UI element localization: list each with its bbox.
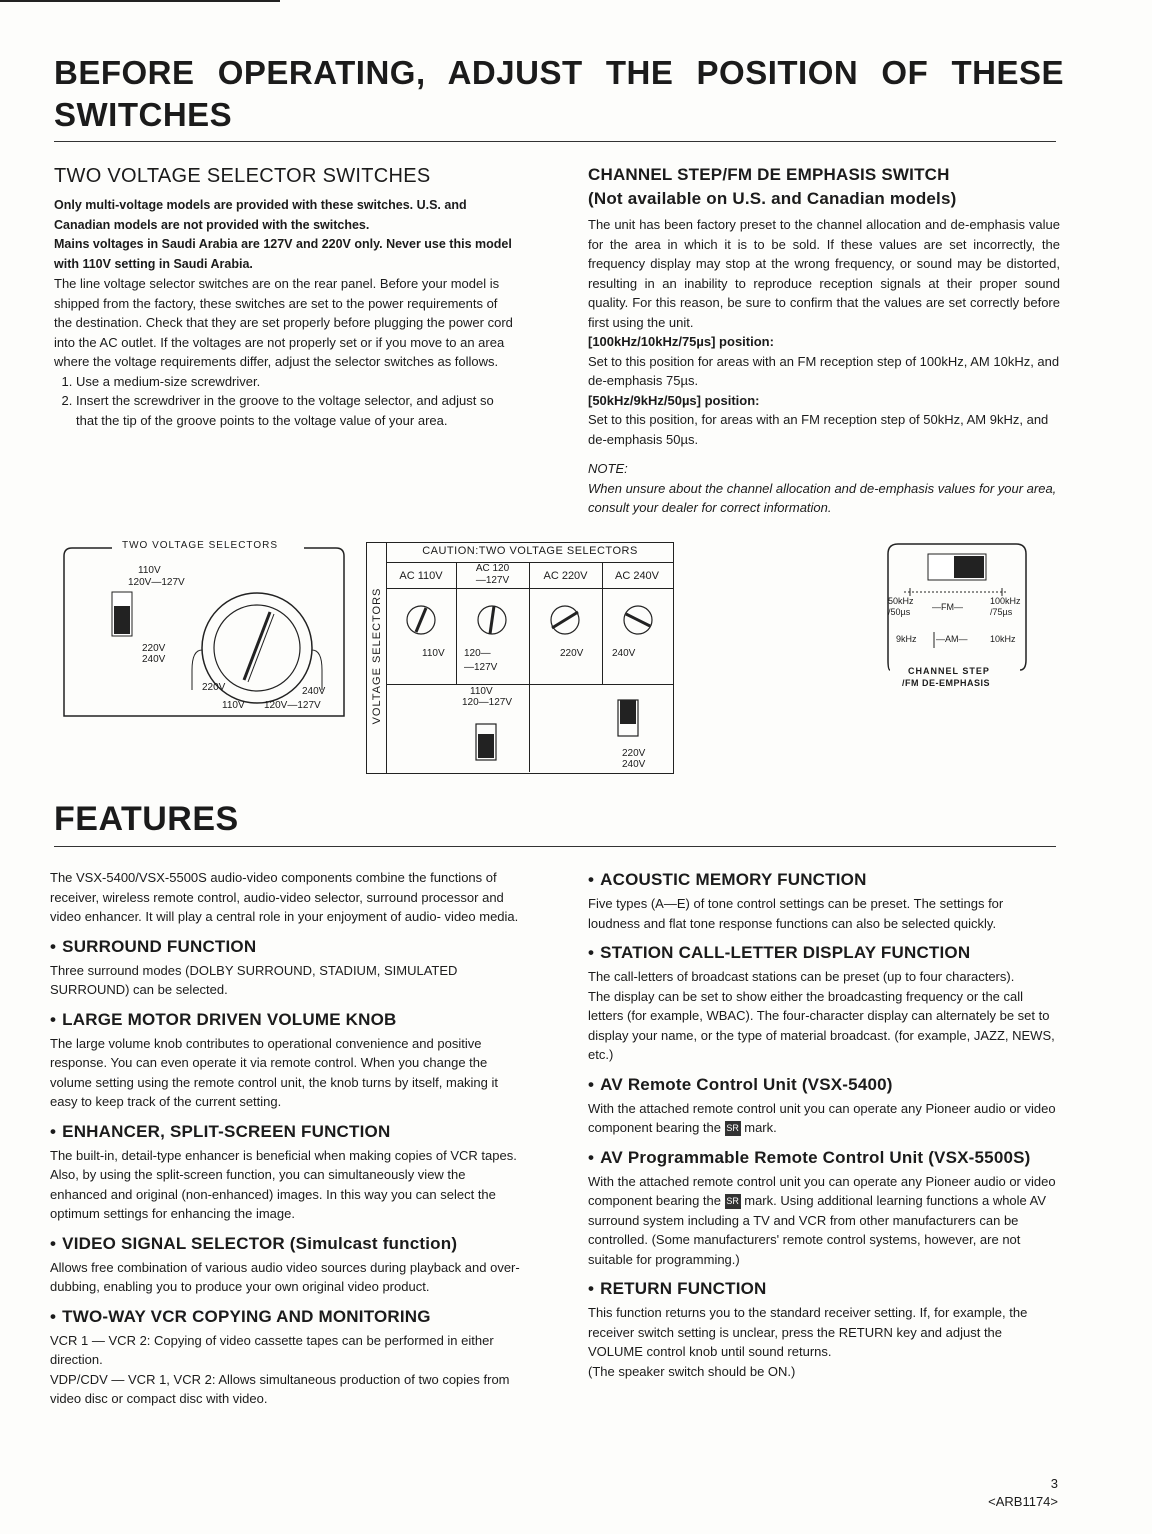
position-1-text: Set to this position for areas with an FM reception step of 100kHz, AM 10kHz, and de-emphasis 75µs. xyxy=(588,353,1060,388)
feature-text-2: VDP/CDV — VCR 1, VCR 2: Allows simultaneous production of two copies from video disc or compact disc with video. xyxy=(50,1371,510,1406)
label-fm: —FM— xyxy=(932,602,963,612)
feature-text: With the attached remote control unit you can operate any Pioneer audio or video component bearing the SR mark. Using additional learning functions a whole AV surround system including a TV and VCR from other manufacturers can be controlled. (Some manufacturers' remote control systems, however, are not suitable for programming.) xyxy=(588,1173,1056,1267)
feature-text: With the attached remote control unit you can operate any Pioneer audio or video component bearing the SR mark. xyxy=(588,1100,1056,1135)
feature-title: • ACOUSTIC MEMORY FUNCTION xyxy=(588,870,867,889)
features-rule xyxy=(54,846,1056,847)
voltage-steps xyxy=(54,372,516,431)
feature-title: • AV Programmable Remote Control Unit (VSX-5500S) xyxy=(588,1147,1031,1167)
switch-110v: 110V xyxy=(470,686,493,697)
dial-127v: —127V xyxy=(464,662,498,673)
caution-title: CAUTION:TWO VOLTAGE SELECTORS xyxy=(422,545,638,557)
label-am: —AM— xyxy=(936,634,968,644)
page-number: 3 xyxy=(1050,1476,1058,1491)
switch-240v: 240V xyxy=(622,759,646,770)
features-right-column xyxy=(588,860,1058,1381)
feature-text: Three surround modes (DOLBY SURROUND, STADIUM, SIMULATED SURROUND) can be selected. xyxy=(50,962,458,997)
col-ac-127v: —127V xyxy=(475,575,510,586)
note-text: When unsure about the channel allocation and de-emphasis values for your area, consult your dealer for correct information. xyxy=(588,480,1057,515)
switch-220v: 220V xyxy=(622,748,646,759)
position-1-label: [100kHz/10kHz/75µs] position: xyxy=(588,334,774,349)
label-100khz: 100kHz xyxy=(990,596,1021,606)
col-ac-220v: AC 220V xyxy=(543,570,588,582)
feature-title: • SURROUND FUNCTION xyxy=(50,936,257,956)
feature-text-2: (The speaker switch should be ON.) xyxy=(588,1363,796,1379)
caution-row-line xyxy=(386,562,674,563)
col-ac-110v: AC 110V xyxy=(399,570,443,582)
label-75us: /75µs xyxy=(990,607,1013,617)
switch-label-120-127v: 120V—127V xyxy=(128,577,185,588)
feature-text: The large volume knob contributes to operational convenience and positive response. You can even operate it via remote control. When you change the volume setting using the remote control unit, the knob turns by itself, making it easy to keep track of the current setting. xyxy=(50,1035,499,1109)
dial-240v: 240V xyxy=(612,648,636,659)
position-2-text: Set to this position, for areas with an FM reception step of 50kHz, AM 9kHz, and de-emphasis 50µs. xyxy=(588,412,1049,447)
col-ac-120: AC 120 xyxy=(475,563,510,574)
feature-title: • ENHANCER, SPLIT-SCREEN FUNCTION xyxy=(50,1121,391,1141)
feature-text-2: The display can be set to show either the broadcasting frequency or the call letters (for example, WBAC). The four-character display can alternately be set to display your name, or the type of material broadcast. (for example, JAZZ, NEWS, etc.) xyxy=(588,988,1055,1062)
fm-deemphasis-caption: /FM DE-EMPHASIS xyxy=(902,678,991,688)
switch-label-240v: 240V xyxy=(142,654,166,665)
title-rule xyxy=(54,141,1056,142)
switch-120-127v: 120—127V xyxy=(462,697,513,708)
feature-text: Five types (A—E) of tone control settings can be preset. The settings for loudness and flat tone response functions can also be selected quickly. xyxy=(588,896,1004,931)
label-50us: /50µs xyxy=(888,607,911,617)
channel-subheading: (Not available on U.S. and Canadian models) xyxy=(588,189,957,208)
page-title: BEFORE OPERATING, ADJUST THE POSITION OF THESE SWITCHES xyxy=(54,54,1064,133)
feature-text: The call-letters of broadcast stations can be preset (up to four characters). xyxy=(588,969,1015,984)
dial-label-120-127v: 120V—127V xyxy=(264,700,321,711)
feature-title: • RETURN FUNCTION xyxy=(588,1279,767,1298)
sr-mark-icon: SR xyxy=(725,1121,741,1136)
dial-label-110v: 110V xyxy=(222,700,245,711)
caution-diagram xyxy=(366,542,674,774)
channel-body: The unit has been factory preset to the channel allocation and de-emphasis value for the area in which it is to be sold. If these values are set incorrectly, the frequency display may stop at the wrong frequency, or sound may be distorted, resulting in an inability to reproduce reception signals at their proper sound quality. For this reason, be sure to confirm that the values are set correctly before first using the unit. xyxy=(588,217,1060,330)
position-2-label: [50kHz/9kHz/50µs] position: xyxy=(588,392,760,408)
label-50khz: 50kHz xyxy=(888,596,914,606)
feature-text: Allows free combination of various audio video sources during playback and over-dubbing, enabling you to produce your own original video product. xyxy=(50,1259,520,1294)
voltage-selectors-diagram xyxy=(52,540,350,720)
voltage-step-2: 2. Insert the screwdriver in the groove to the voltage selector, and adjust so that the tip of the groove points to the voltage value of your area. xyxy=(76,391,516,430)
dial-label-220v: 220V xyxy=(202,682,226,693)
channel-step-diagram xyxy=(884,540,1030,690)
two-voltage-selectors-label: TWO VOLTAGE SELECTORS xyxy=(118,540,282,551)
feature-title: • LARGE MOTOR DRIVEN VOLUME KNOB xyxy=(50,1009,397,1029)
caution-dials-figure xyxy=(386,588,674,772)
features-title: FEATURES xyxy=(54,800,239,838)
voltage-body: The line voltage selector switches are on the rear panel. Before your model is shipped from the factory, these switches are set to the power requirements of the destination. Check that they are set properly before plugging the power cord into the AC outlet. If the voltages are not properly set or if you move to an area where the voltage requirements differ, adjust the selector switches as follows. xyxy=(54,276,513,369)
switch-label-220v: 220V xyxy=(142,643,166,654)
voltage-note-1: Only multi-voltage models are provided with these switches. U.S. and Canadian models are not provided with the switches. xyxy=(54,198,467,232)
switch-label-110v: 110V xyxy=(138,565,161,576)
document-code: <ARB1174> xyxy=(988,1494,1058,1509)
dial-220v: 220V xyxy=(560,648,584,659)
feature-title: • AV Remote Control Unit (VSX-5400) xyxy=(588,1074,893,1094)
dial-110v: 110V xyxy=(422,648,445,659)
channel-section xyxy=(588,165,1060,518)
dial-120: 120— xyxy=(464,648,491,659)
feature-text: The built-in, detail-type enhancer is beneficial when making copies of VCR tapes. Also, by using the split-screen function, you can simultaneously view the enhanced and original (non-enhanced) images. In this way you can select the optimum settings for enhancing the image. xyxy=(50,1147,517,1221)
voltage-selectors-side-label: VOLTAGE SELECTORS xyxy=(371,587,383,725)
label-9khz: 9kHz xyxy=(896,634,917,644)
label-10khz: 10kHz xyxy=(990,634,1016,644)
channel-step-caption: CHANNEL STEP xyxy=(908,666,990,676)
feature-title: • TWO-WAY VCR COPYING AND MONITORING xyxy=(50,1306,431,1326)
voltage-section xyxy=(54,165,516,430)
feature-text: This function returns you to the standard receiver setting. If, for example, the receiver switch setting is unclear, press the RETURN key and adjust the VOLUME control knob until sound returns. xyxy=(588,1305,1028,1359)
sr-mark-icon: SR xyxy=(725,1194,741,1209)
voltage-note-2: Mains voltages in Saudi Arabia are 127V and 220V only. Never use this model with 110V setting in Saudi Arabia. xyxy=(54,237,512,271)
voltage-heading: TWO VOLTAGE SELECTOR SWITCHES xyxy=(54,165,431,187)
feature-text: VCR 1 — VCR 2: Copying of video cassette tapes can be performed in either direction. xyxy=(50,1332,494,1367)
channel-heading: CHANNEL STEP/FM DE EMPHASIS SWITCH xyxy=(588,165,950,184)
top-edge-line xyxy=(0,0,280,2)
dial-label-240v: 240V xyxy=(302,686,326,697)
feature-title: • VIDEO SIGNAL SELECTOR (Simulcast function) xyxy=(50,1233,458,1253)
feature-title: • STATION CALL-LETTER DISPLAY FUNCTION xyxy=(588,943,971,962)
col-ac-240v: AC 240V xyxy=(614,570,660,582)
voltage-step-1: 1. Use a medium-size screwdriver. xyxy=(76,372,516,392)
note-label: NOTE: xyxy=(588,461,628,476)
features-intro: The VSX-5400/VSX-5500S audio-video components combine the functions of receiver, wireless remote control, audio-video selector, surround processor and video enhancer. It will play a central role in your enjoyment of audio- video media. xyxy=(50,870,519,924)
features-left-column xyxy=(50,868,520,1409)
